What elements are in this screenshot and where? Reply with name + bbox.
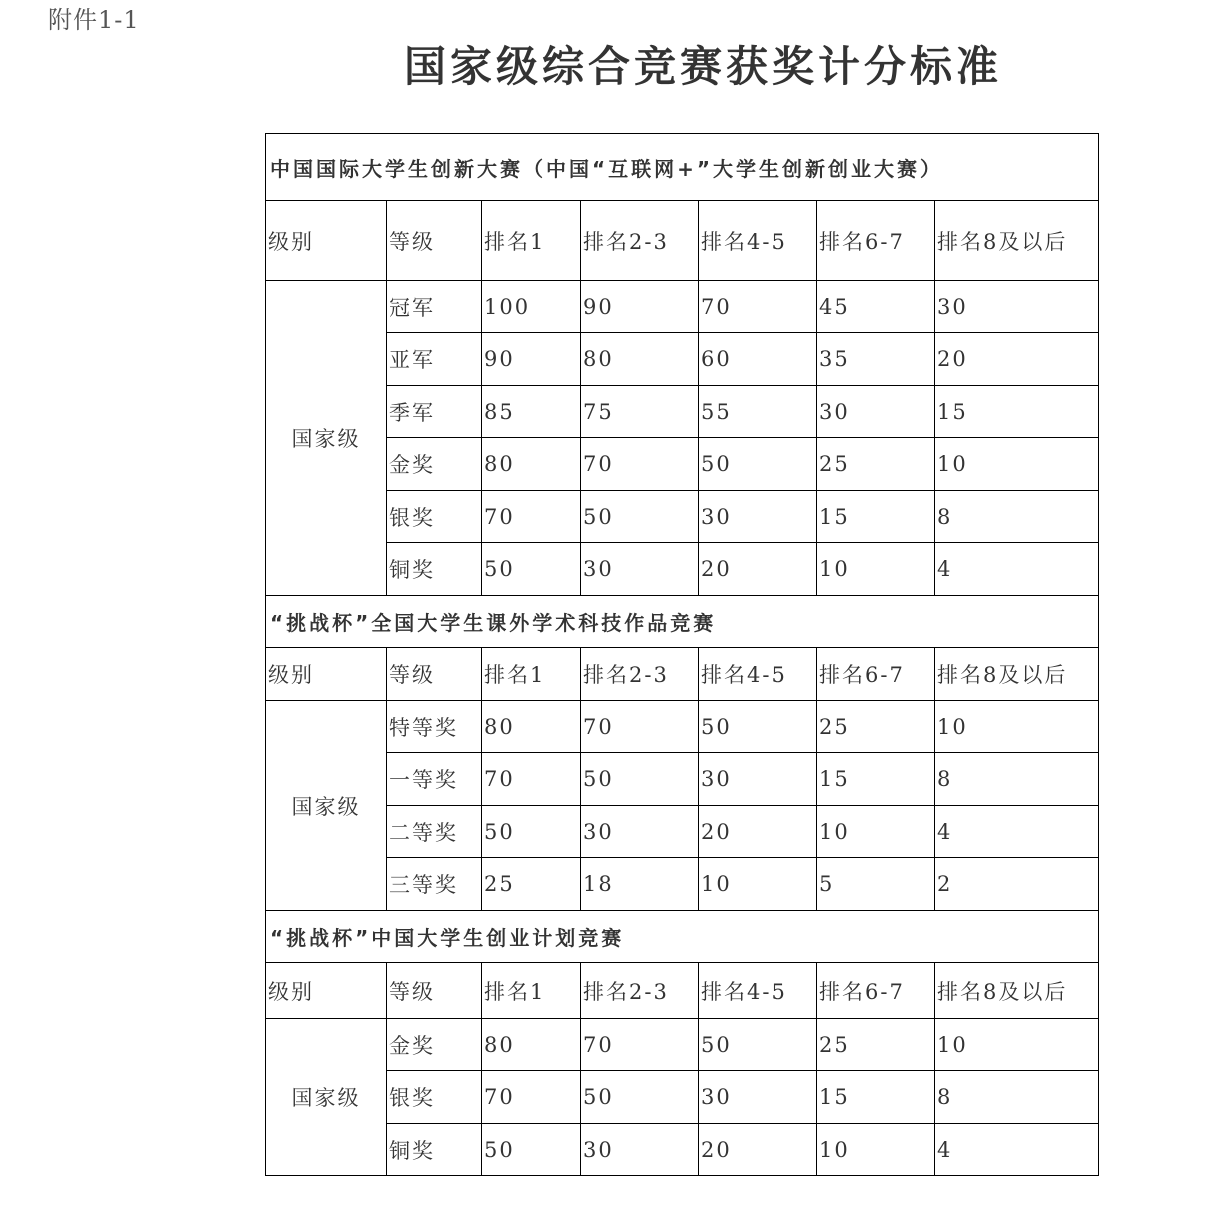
score-cell: 60 <box>699 333 817 386</box>
score-cell: 100 <box>482 281 581 333</box>
column-header: 排名4-5 <box>699 648 817 701</box>
section-title: “挑战杯”中国大学生创业计划竞赛 <box>266 911 1099 963</box>
column-header: 排名1 <box>482 201 581 281</box>
score-cell: 80 <box>482 701 581 753</box>
score-cell: 70 <box>699 281 817 333</box>
table-row <box>266 491 1099 543</box>
section-title: “挑战杯”全国大学生课外学术科技作品竞赛 <box>266 596 1099 648</box>
score-cell: 4 <box>935 543 1099 596</box>
score-cell: 10 <box>935 701 1099 753</box>
level-cell: 国家级 <box>266 281 387 596</box>
score-cell: 70 <box>581 701 699 753</box>
section-title-row <box>266 596 1099 648</box>
column-header-row <box>266 963 1099 1019</box>
score-cell: 50 <box>581 753 699 806</box>
score-cell: 80 <box>482 438 581 491</box>
level-cell: 国家级 <box>266 1019 387 1176</box>
score-cell: 15 <box>935 386 1099 438</box>
score-cell: 50 <box>699 438 817 491</box>
column-header: 级别 <box>266 963 387 1019</box>
score-cell: 30 <box>581 1124 699 1176</box>
table-row <box>266 386 1099 438</box>
score-cell: 15 <box>817 491 935 543</box>
score-cell: 80 <box>581 333 699 386</box>
score-cell: 90 <box>581 281 699 333</box>
score-cell: 10 <box>817 806 935 858</box>
score-cell: 25 <box>817 1019 935 1071</box>
grade-cell: 金奖 <box>387 1019 482 1071</box>
column-header: 排名2-3 <box>581 648 699 701</box>
score-cell: 25 <box>482 858 581 911</box>
score-cell: 20 <box>699 806 817 858</box>
score-cell: 4 <box>935 806 1099 858</box>
score-cell: 2 <box>935 858 1099 911</box>
table-row <box>266 543 1099 596</box>
score-cell: 70 <box>482 1071 581 1124</box>
score-cell: 4 <box>935 1124 1099 1176</box>
score-cell: 8 <box>935 1071 1099 1124</box>
column-header: 排名6-7 <box>817 648 935 701</box>
level-cell: 国家级 <box>266 701 387 911</box>
score-cell: 5 <box>817 858 935 911</box>
score-cell: 55 <box>699 386 817 438</box>
grade-cell: 金奖 <box>387 438 482 491</box>
column-header: 排名4-5 <box>699 201 817 281</box>
score-cell: 30 <box>581 806 699 858</box>
score-cell: 10 <box>699 858 817 911</box>
score-cell: 30 <box>699 1071 817 1124</box>
score-cell: 25 <box>817 438 935 491</box>
score-cell: 20 <box>699 543 817 596</box>
score-cell: 85 <box>482 386 581 438</box>
score-cell: 50 <box>699 1019 817 1071</box>
score-cell: 10 <box>817 1124 935 1176</box>
score-cell: 70 <box>482 491 581 543</box>
column-header: 排名1 <box>482 963 581 1019</box>
score-cell: 80 <box>482 1019 581 1071</box>
score-cell: 50 <box>482 806 581 858</box>
column-header: 排名6-7 <box>817 201 935 281</box>
column-header: 级别 <box>266 648 387 701</box>
column-header: 排名8及以后 <box>935 648 1099 701</box>
score-cell: 90 <box>482 333 581 386</box>
table-row <box>266 333 1099 386</box>
grade-cell: 银奖 <box>387 491 482 543</box>
score-cell: 25 <box>817 701 935 753</box>
score-cell: 8 <box>935 753 1099 806</box>
score-cell: 70 <box>581 438 699 491</box>
score-cell: 50 <box>482 543 581 596</box>
table-row <box>266 438 1099 491</box>
score-cell: 8 <box>935 491 1099 543</box>
score-cell: 70 <box>581 1019 699 1071</box>
grade-cell: 铜奖 <box>387 1124 482 1176</box>
column-header: 级别 <box>266 201 387 281</box>
score-cell: 10 <box>935 438 1099 491</box>
column-header: 排名1 <box>482 648 581 701</box>
score-cell: 50 <box>581 1071 699 1124</box>
table-row <box>266 701 1099 753</box>
column-header: 排名6-7 <box>817 963 935 1019</box>
score-cell: 20 <box>935 333 1099 386</box>
page-title: 国家级综合竞赛获奖计分标准 <box>404 42 1003 91</box>
column-header: 排名8及以后 <box>935 201 1099 281</box>
table-row <box>266 858 1099 911</box>
grade-cell: 铜奖 <box>387 543 482 596</box>
table-row <box>266 1019 1099 1071</box>
score-cell: 15 <box>817 753 935 806</box>
column-header: 排名2-3 <box>581 201 699 281</box>
score-cell: 10 <box>935 1019 1099 1071</box>
table-row <box>266 753 1099 806</box>
score-cell: 30 <box>817 386 935 438</box>
score-cell: 70 <box>482 753 581 806</box>
section-title-row <box>266 911 1099 963</box>
score-cell: 30 <box>699 753 817 806</box>
score-cell: 10 <box>817 543 935 596</box>
table-row <box>266 281 1099 333</box>
attachment-label: 附件1-1 <box>48 6 140 34</box>
column-header: 排名4-5 <box>699 963 817 1019</box>
column-header-row <box>266 648 1099 701</box>
table-row <box>266 1071 1099 1124</box>
grade-cell: 三等奖 <box>387 858 482 911</box>
score-cell: 35 <box>817 333 935 386</box>
score-cell: 18 <box>581 858 699 911</box>
column-header: 等级 <box>387 201 482 281</box>
grade-cell: 冠军 <box>387 281 482 333</box>
table-row <box>266 806 1099 858</box>
column-header: 排名8及以后 <box>935 963 1099 1019</box>
column-header-row <box>266 201 1099 281</box>
section-title-row <box>266 134 1099 201</box>
score-cell: 50 <box>482 1124 581 1176</box>
score-table <box>265 133 1099 1176</box>
grade-cell: 银奖 <box>387 1071 482 1124</box>
column-header: 排名2-3 <box>581 963 699 1019</box>
score-cell: 50 <box>699 701 817 753</box>
grade-cell: 亚军 <box>387 333 482 386</box>
grade-cell: 二等奖 <box>387 806 482 858</box>
score-cell: 30 <box>935 281 1099 333</box>
grade-cell: 季军 <box>387 386 482 438</box>
score-cell: 20 <box>699 1124 817 1176</box>
score-cell: 75 <box>581 386 699 438</box>
score-cell: 45 <box>817 281 935 333</box>
score-cell: 30 <box>581 543 699 596</box>
column-header: 等级 <box>387 963 482 1019</box>
section-title: 中国国际大学生创新大赛（中国“互联网+”大学生创新创业大赛） <box>266 134 1099 201</box>
grade-cell: 一等奖 <box>387 753 482 806</box>
score-cell: 50 <box>581 491 699 543</box>
score-cell: 15 <box>817 1071 935 1124</box>
score-cell: 30 <box>699 491 817 543</box>
grade-cell: 特等奖 <box>387 701 482 753</box>
table-row <box>266 1124 1099 1176</box>
column-header: 等级 <box>387 648 482 701</box>
